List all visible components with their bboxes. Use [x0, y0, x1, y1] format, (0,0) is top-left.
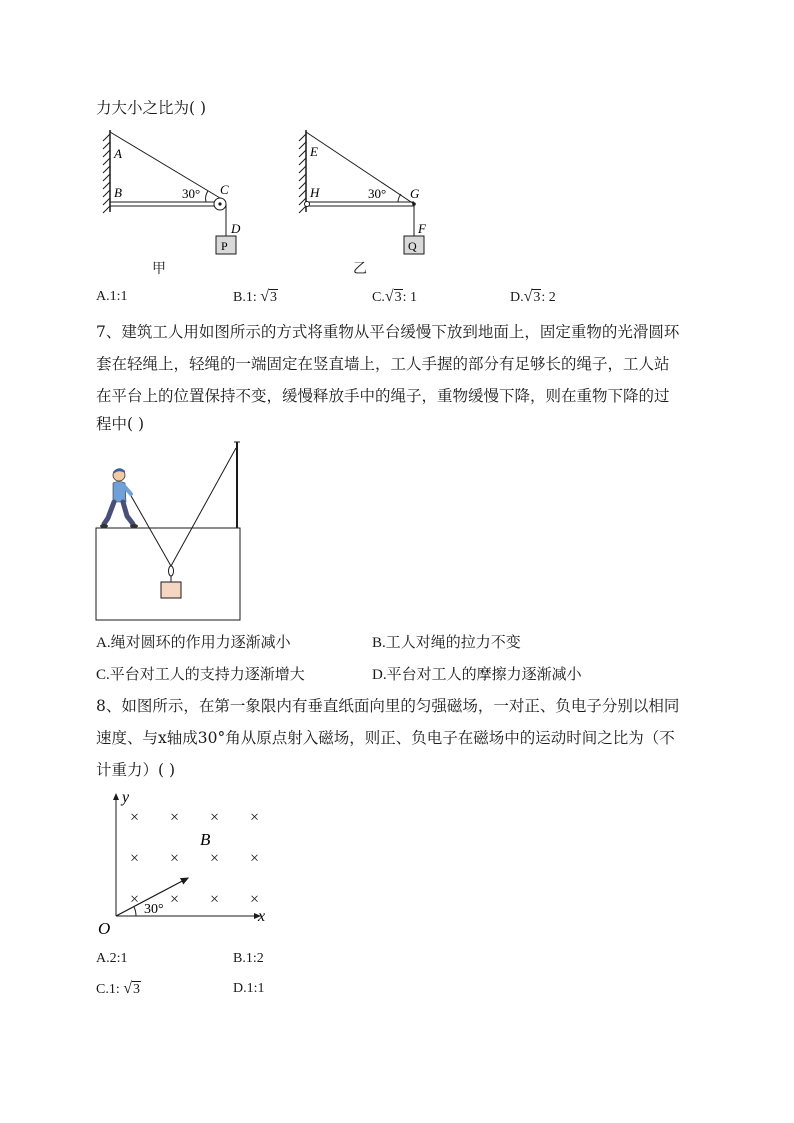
q7-option-d: D.平台对工人的摩擦力逐渐减小: [372, 667, 582, 683]
axis-label-y: y: [122, 789, 130, 806]
label-g: G: [410, 186, 420, 201]
svg-text:×: ×: [250, 850, 260, 867]
label-f: F: [418, 221, 426, 236]
svg-text:×: ×: [210, 850, 220, 867]
q6-option-b: B.1: √3: [233, 288, 278, 305]
field-label-b: B: [200, 830, 211, 849]
svg-text:×: ×: [170, 809, 180, 826]
q7-line-1: 7、建筑工人用如图所示的方式将重物从平台缓慢下放到地面上，固定重物的光滑圆环: [96, 323, 680, 341]
svg-text:×: ×: [130, 891, 140, 908]
angle-30-q8: 30°: [144, 902, 164, 917]
q7-line-2: 套在轻绳上，轻绳的一端固定在竖直墙上，工人手握的部分有足够长的绳子，工人站: [96, 355, 670, 373]
q6-option-a: A.1:1: [96, 289, 128, 304]
q6-figure-yi: [292, 126, 452, 276]
q7-figure: [94, 438, 246, 624]
q6-continuation: 力大小之比为( ): [96, 99, 207, 117]
label-d: D: [231, 221, 241, 236]
q8-line-3: 计重力）( ): [96, 761, 176, 779]
caption-yi: 乙: [353, 261, 367, 277]
label-b: B: [114, 185, 122, 200]
q8-option-a: A.2:1: [96, 951, 128, 966]
axis-label-x: x: [258, 908, 266, 925]
q8-line-1: 8、如图所示，在第一象限内有垂直纸面向里的匀强磁场，一对正、负电子分别以相同: [96, 697, 680, 715]
field-marks: [130, 809, 259, 908]
q7-option-b: B.工人对绳的拉力不变: [372, 635, 521, 651]
svg-text:×: ×: [130, 809, 140, 826]
origin-label: O: [98, 919, 111, 938]
q8-option-b: B.1:2: [233, 951, 264, 966]
q8-line-2: 速度、与x轴成30°角从原点射入磁场，则正、负电子在磁场中的运动时间之比为（不: [96, 729, 675, 747]
label-c: C: [220, 182, 229, 197]
angle-30-jia: 30°: [182, 186, 201, 201]
caption-jia: 甲: [152, 261, 166, 277]
q7-option-a: A.绳对圆环的作用力逐渐减小: [96, 635, 291, 651]
label-h: H: [310, 185, 320, 200]
svg-text:×: ×: [170, 891, 180, 908]
label-e: E: [310, 144, 318, 159]
svg-text:×: ×: [250, 809, 260, 826]
q6-figure-jia: [96, 126, 256, 276]
q7-option-c: C.平台对工人的支持力逐渐增大: [96, 667, 305, 683]
svg-text:×: ×: [170, 850, 180, 867]
angle-30-yi: 30°: [368, 186, 387, 201]
svg-text:×: ×: [210, 891, 220, 908]
q6-option-d: D.√3: 2: [510, 288, 556, 305]
q6-option-c: C.√3: 1: [372, 288, 418, 305]
q8-option-d: D.1:1: [233, 981, 265, 996]
q8-option-c: C.1: √3: [96, 980, 141, 997]
q7-line-3: 在平台上的位置保持不变，缓慢释放手中的绳子，重物缓慢下降，则在重物下降的过: [96, 387, 670, 405]
svg-text:×: ×: [250, 891, 260, 908]
label-a: A: [114, 146, 122, 161]
svg-text:×: ×: [210, 809, 220, 826]
q7-line-4: 程中( ): [96, 415, 145, 433]
svg-text:×: ×: [130, 850, 140, 867]
q8-figure: [94, 786, 280, 940]
label-q: Q: [408, 239, 417, 253]
label-p: P: [221, 239, 228, 253]
